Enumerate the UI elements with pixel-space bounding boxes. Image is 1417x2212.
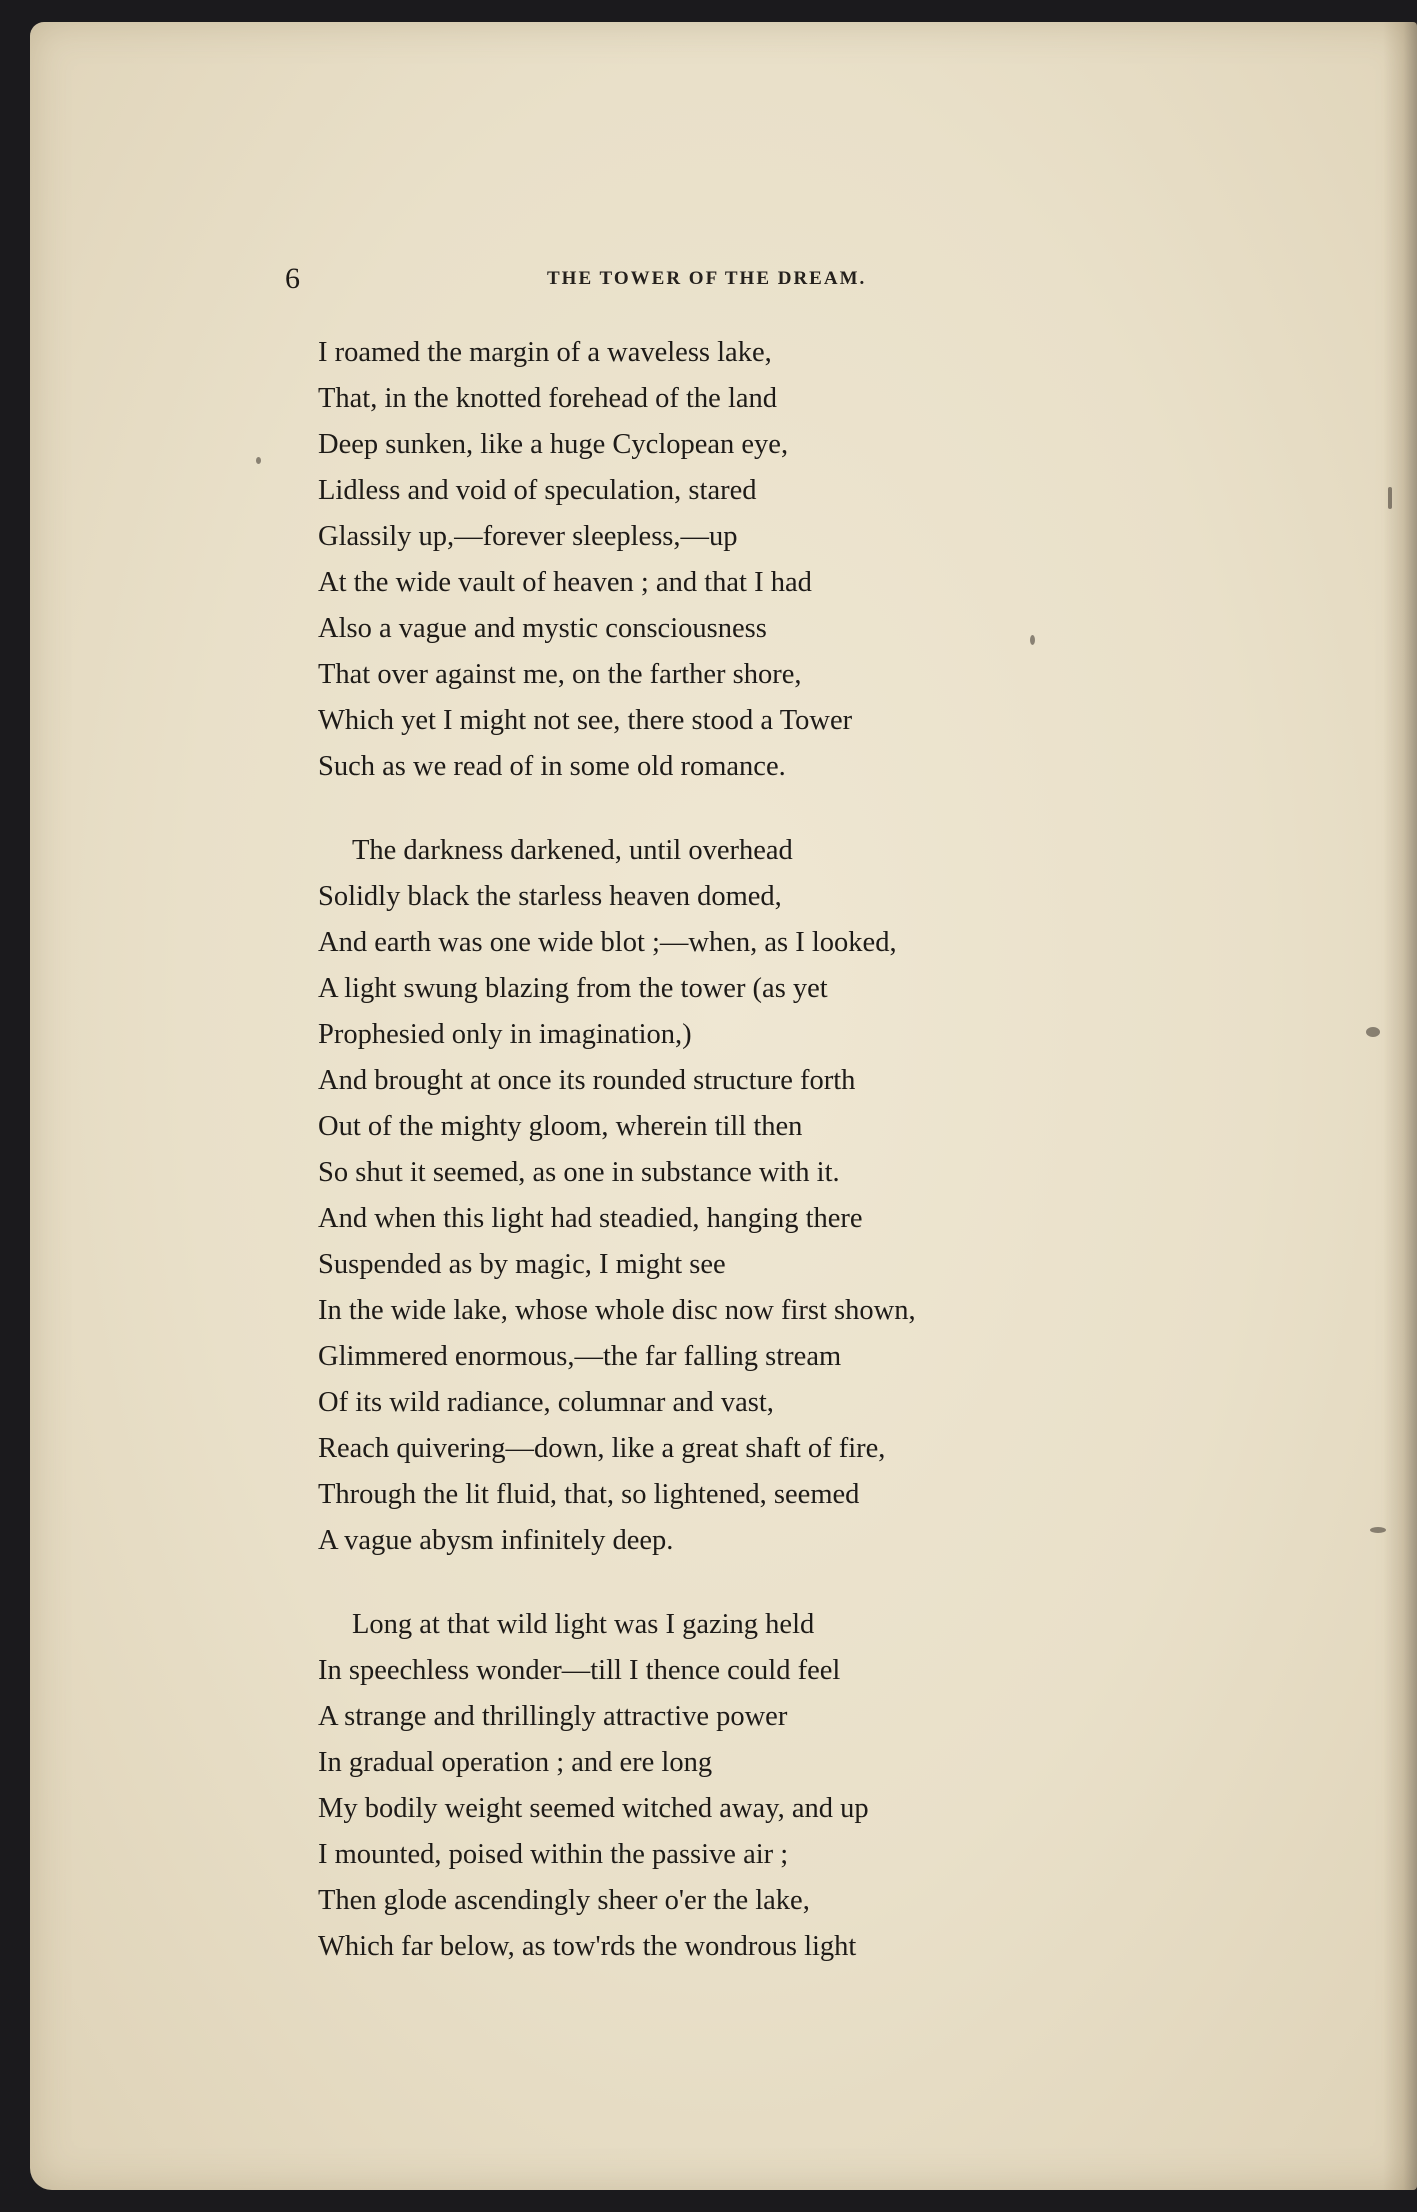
- poem-line: That over against me, on the farther shore,: [318, 659, 802, 690]
- poem-line: Then glode ascendingly sheer o'er the lake,: [318, 1885, 810, 1916]
- poem-line: In the wide lake, whose whole disc now first shown,: [318, 1295, 916, 1326]
- poem-line: A strange and thrillingly attractive power: [318, 1701, 788, 1732]
- paper-speck: [1030, 635, 1035, 645]
- stanza-1: [318, 330, 1138, 790]
- poem-line: And earth was one wide blot ;—when, as I looked,: [318, 927, 897, 958]
- poem-line: That, in the knotted forehead of the land: [318, 383, 778, 414]
- poem-line: Glimmered enormous,—the far falling stream: [318, 1341, 842, 1372]
- page-number: 6: [285, 262, 300, 295]
- poem-line: Of its wild radiance, columnar and vast,: [318, 1387, 774, 1418]
- poem-line: A light swung blazing from the tower (as yet: [318, 973, 828, 1004]
- poem-line: And brought at once its rounded structure forth: [318, 1065, 856, 1096]
- poem-line: Deep sunken, like a huge Cyclopean eye,: [318, 429, 789, 460]
- poem-line: My bodily weight seemed witched away, and up: [318, 1793, 869, 1824]
- poem-line: So shut it seemed, as one in substance with it.: [318, 1157, 840, 1188]
- stanza-2: [318, 828, 1138, 1564]
- poem-line: I mounted, poised within the passive air ;: [318, 1839, 789, 1870]
- paper-speck: [1370, 1527, 1386, 1533]
- stanza-3: [318, 1602, 1138, 1970]
- poem-line: Which far below, as tow'rds the wondrous light: [318, 1931, 857, 1962]
- poem-line: I roamed the margin of a waveless lake,: [318, 337, 772, 368]
- poem-line: Prophesied only in imagination,): [318, 1019, 692, 1050]
- book-page: [30, 22, 1417, 2190]
- page-edge-shadow: [1383, 22, 1417, 2190]
- poem-line: Through the lit fluid, that, so lightened, seemed: [318, 1479, 860, 1510]
- paper-speck: [1388, 487, 1392, 509]
- paper-speck: [1366, 1027, 1380, 1037]
- poem-line: Long at that wild light was I gazing held: [352, 1609, 815, 1640]
- poem-line: A vague abysm infinitely deep.: [318, 1525, 674, 1556]
- poem-line: In speechless wonder—till I thence could feel: [318, 1655, 841, 1686]
- poem-line: The darkness darkened, until overhead: [352, 835, 793, 866]
- poem-line: Reach quivering—down, like a great shaft of fire,: [318, 1433, 886, 1464]
- poem-line: At the wide vault of heaven ; and that I had: [318, 567, 812, 598]
- poem-line: In gradual operation ; and ere long: [318, 1747, 713, 1778]
- poem-line: Solidly black the starless heaven domed,: [318, 881, 782, 912]
- poem-line: Out of the mighty gloom, wherein till then: [318, 1111, 803, 1142]
- running-head: THE TOWER OF THE DREAM.: [547, 268, 867, 289]
- poem-line: Suspended as by magic, I might see: [318, 1249, 726, 1280]
- poem-line: Also a vague and mystic consciousness: [318, 613, 767, 644]
- poem-line: Such as we read of in some old romance.: [318, 751, 786, 782]
- poem-line: Glassily up,—forever sleepless,—up: [318, 521, 738, 552]
- poem-line: And when this light had steadied, hanging there: [318, 1203, 863, 1234]
- poem-line: Which yet I might not see, there stood a Tower: [318, 705, 853, 736]
- paper-speck: [256, 457, 261, 464]
- poem-line: Lidless and void of speculation, stared: [318, 475, 757, 506]
- poem-body: [318, 330, 1138, 1970]
- page-header: [257, 262, 1137, 302]
